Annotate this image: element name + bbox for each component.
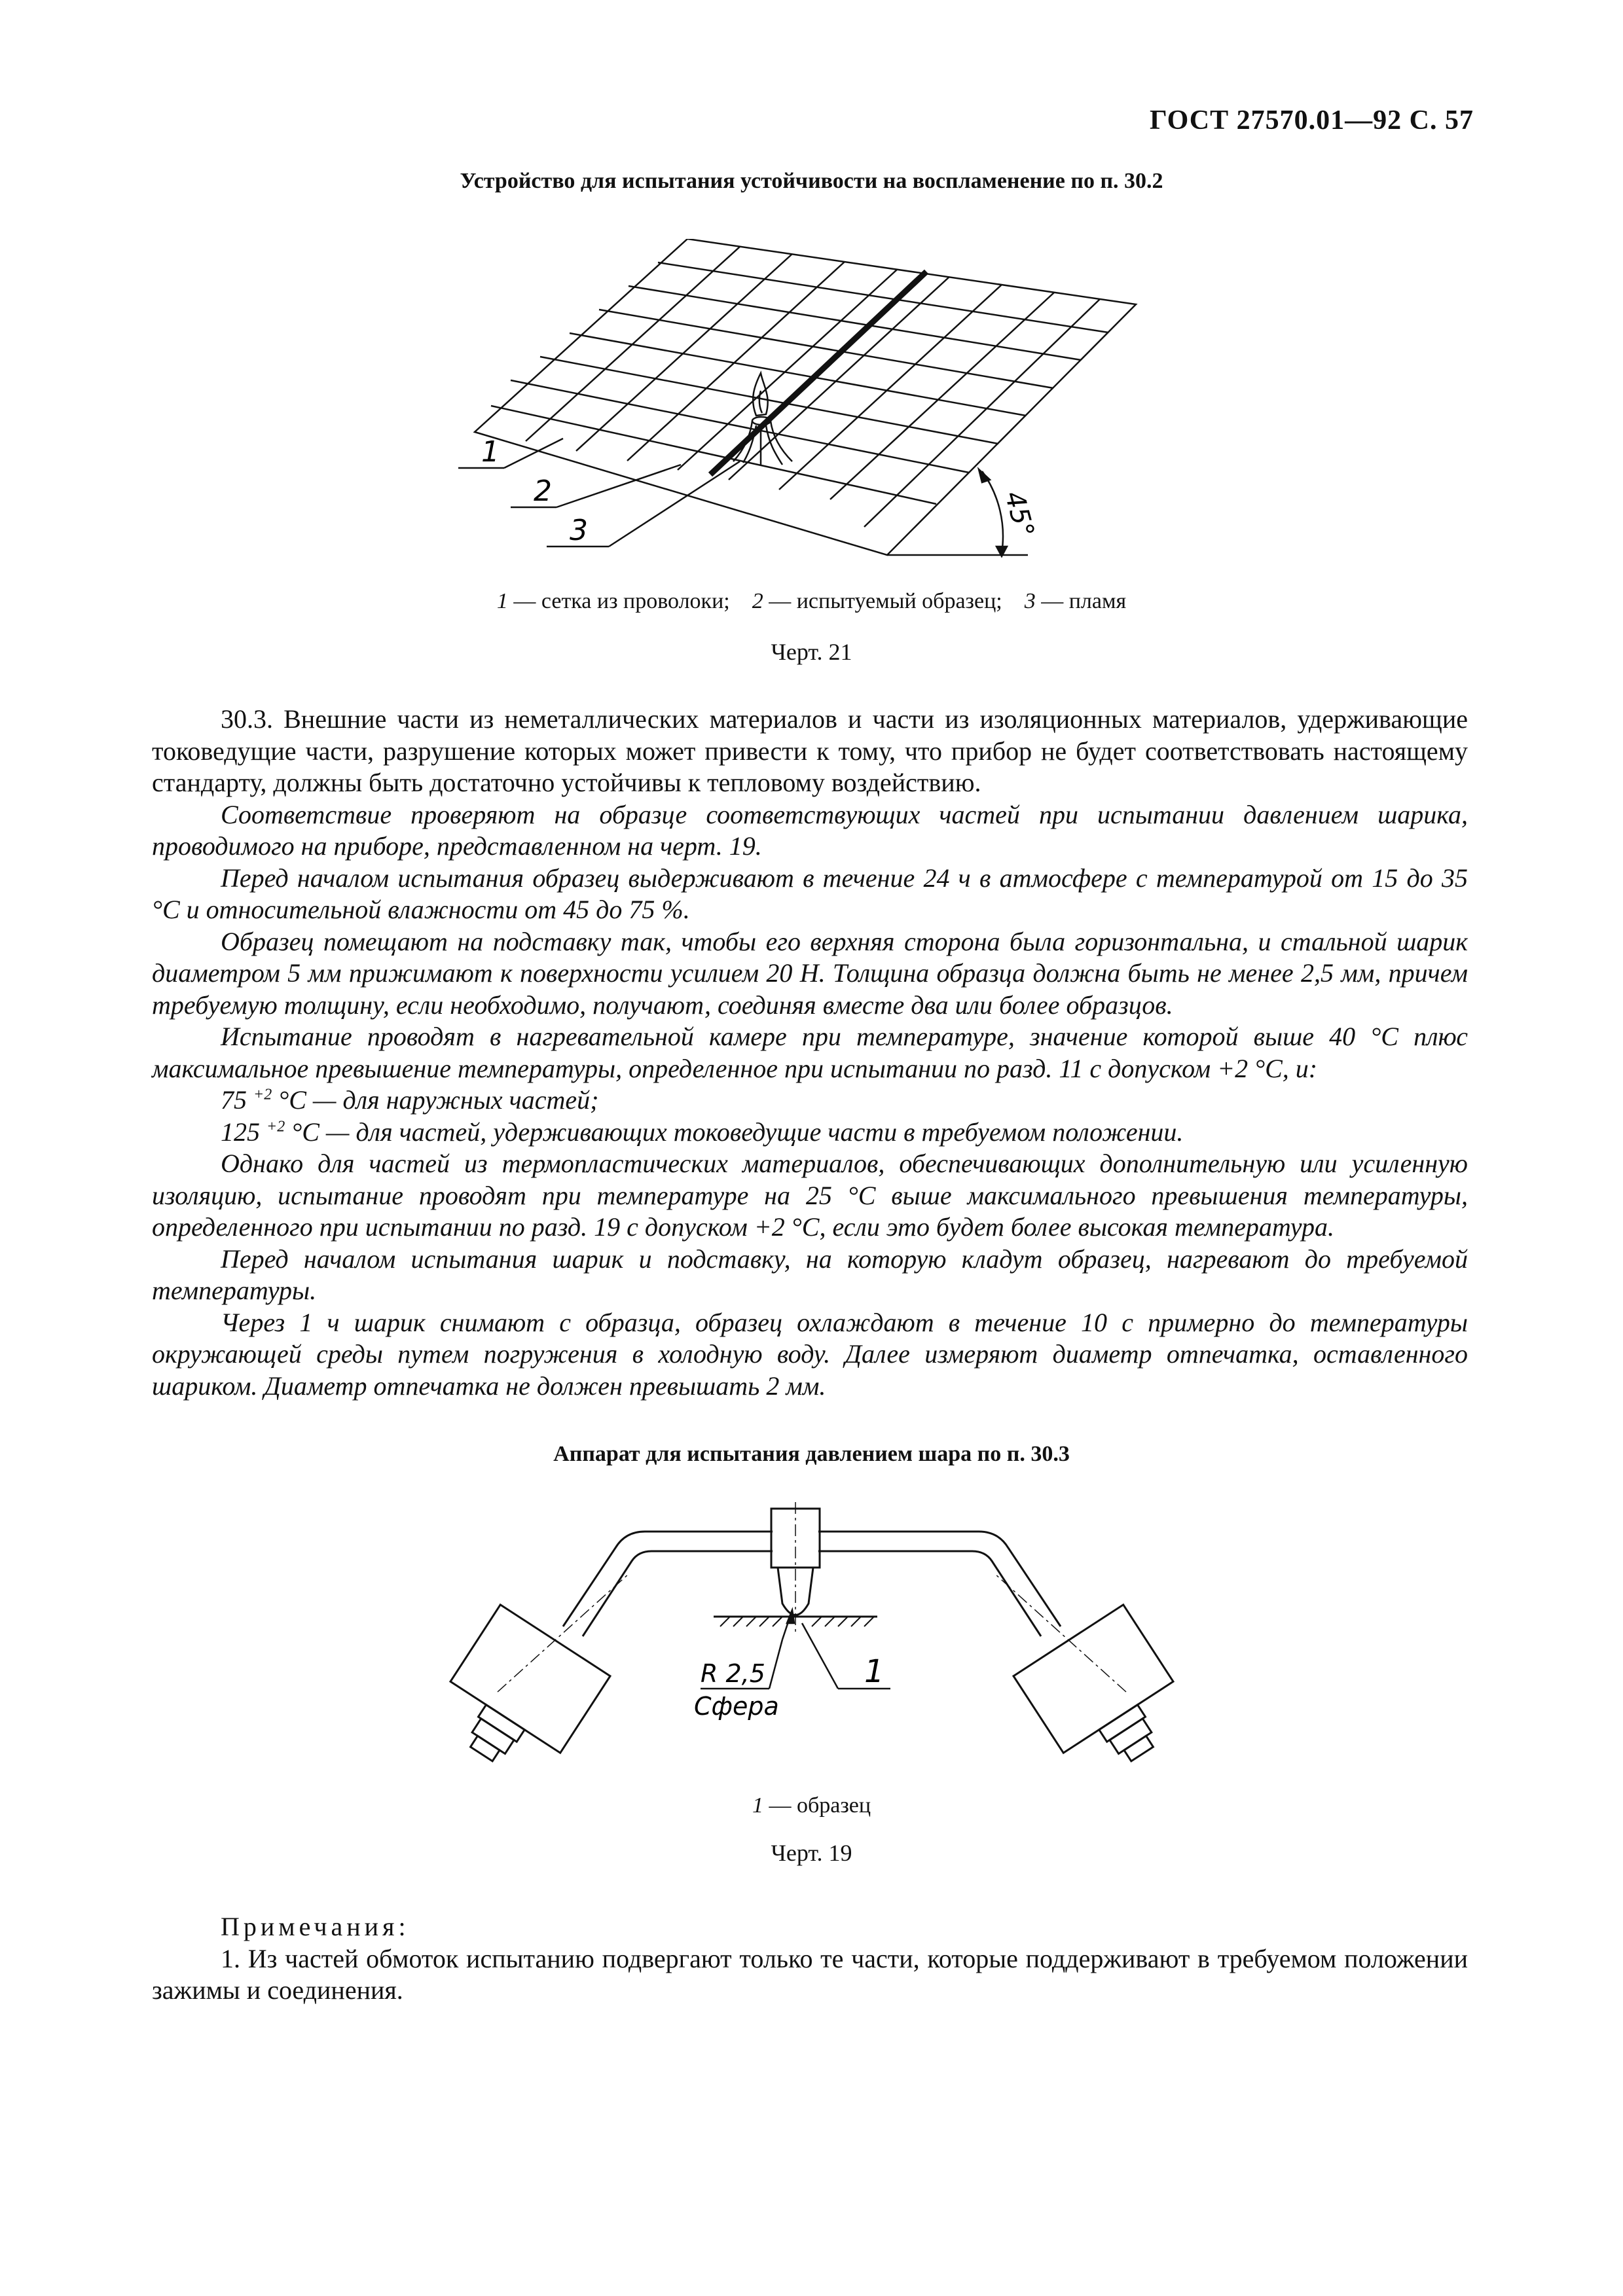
figure-21-drawing	[458, 239, 1211, 579]
sphere-label: Сфера	[694, 1692, 779, 1721]
callout-1: 1	[864, 1653, 884, 1690]
radius-label: R 2,5	[701, 1659, 765, 1688]
specimen-hatch	[720, 1617, 874, 1626]
legend-num: 1	[752, 1793, 763, 1818]
ball-pressure-apparatus	[427, 1509, 1197, 1789]
note-1: 1. Из частей обмоток испытанию подвергают только те части, которые поддерживают в требуемом положении зажимы и соединения.	[152, 1943, 1468, 2005]
paragraph: 30.3. Внешние части из неметаллических материалов и части из изоляционных материалов, удерживающие токоведущие части, разрушение которых может привести к тому, что прибор не будет соответствовать настоящему стандарту, должны быть достаточно устойчивы к тепловому воздействию.	[152, 704, 1468, 797]
paragraph	[152, 1117, 1468, 1149]
figure-19-legend	[0, 1793, 1623, 1818]
legend-num: 3	[1024, 589, 1036, 613]
temp-desc: °С — для наружных частей;	[272, 1085, 599, 1115]
legend-text: — сетка из проволоки;	[507, 589, 730, 613]
angle-label: 45°	[998, 488, 1040, 541]
callout-1: 1	[481, 435, 500, 469]
callout-2: 2	[534, 475, 552, 508]
figure-19-caption: Черт. 19	[771, 1840, 852, 1866]
notes	[152, 1911, 1468, 2007]
paragraph: Однако для частей из термопластических материалов, обеспечивающих дополнительную или усиленную изоляцию, испытание проводят при температуре на 25 °С выше максимального превышения температуры, определенного при испытании по разд. 19 с допуском +2 °С, если это будет более высокая температура.	[152, 1149, 1468, 1242]
paragraph: Перед началом испытания шарик и подставку, на которую кладут образец, нагревают до требуемой температуры.	[152, 1244, 1468, 1305]
legend-text: — испытуемый образец;	[763, 589, 1002, 613]
notes-heading: Примечания:	[221, 1912, 410, 1941]
callout-3: 3	[570, 514, 588, 547]
legend-text: — образец	[763, 1793, 871, 1818]
paragraph: Испытание проводят в нагревательной камере при температуре, значение которой выше 40 °С плюс максимальное превышение температуры, определенное при испытании по разд. 11 с допуском +2 °С, и:	[152, 1022, 1468, 1083]
flame-icon	[733, 373, 792, 465]
temp-value: 125	[221, 1117, 266, 1147]
tolerance: +2	[253, 1086, 272, 1103]
wire-mesh	[475, 239, 1136, 555]
figure-19-drawing	[419, 1496, 1205, 1803]
paragraph	[152, 1085, 1468, 1117]
paragraph: Через 1 ч шарик снимают с образца, образец охлаждают в течение 10 с примерно до температуры окружающей среды путем погружения в холодную воду. Далее измеряют диаметр отпечатка, оставленного шариком. Диаметр отпечатка не должен превышать 2 мм.	[152, 1307, 1468, 1401]
figure-19-title: Аппарат для испытания давлением шара по п. 30.3	[553, 1442, 1070, 1466]
legend-num: 2	[752, 589, 763, 613]
paragraph: Соответствие проверяют на образце соответствующих частей при испытании давлением шарика, проводимого на приборе, представленном на черт. 19.	[152, 799, 1468, 861]
paragraph: Перед началом испытания образец выдерживают в течение 24 ч в атмосфере с температурой от 15 до 35 °С и относительной влажности от 45 до 75 %.	[152, 863, 1468, 924]
figure-21-caption: Черт. 21	[771, 639, 852, 665]
legend-num: 1	[496, 589, 508, 613]
legend-text: — пламя	[1035, 589, 1127, 613]
callout-leaders	[458, 439, 740, 547]
temp-desc: °С — для частей, удерживающих токоведущие части в требуемом положении.	[285, 1117, 1184, 1147]
body-text	[152, 704, 1468, 1402]
test-specimen-line	[710, 272, 926, 475]
figure-21-title: Устройство для испытания устойчивости на воспламенение по п. 30.2	[460, 169, 1163, 193]
paragraph: Образец помещают на подставку так, чтобы его верхняя сторона была горизонтальна, и стальной шарик диаметром 5 мм прижимают к поверхности усилием 20 Н. Толщина образца должна быть не менее 2,5 мм, причем требуемую толщину, если необходимо, получают, соединяя вместе два или более образцов.	[152, 926, 1468, 1020]
temp-value: 75	[221, 1085, 253, 1115]
figure-21-legend	[0, 589, 1623, 614]
page-header: ГОСТ 27570.01—92 С. 57	[1149, 105, 1474, 135]
tolerance: +2	[266, 1118, 285, 1136]
